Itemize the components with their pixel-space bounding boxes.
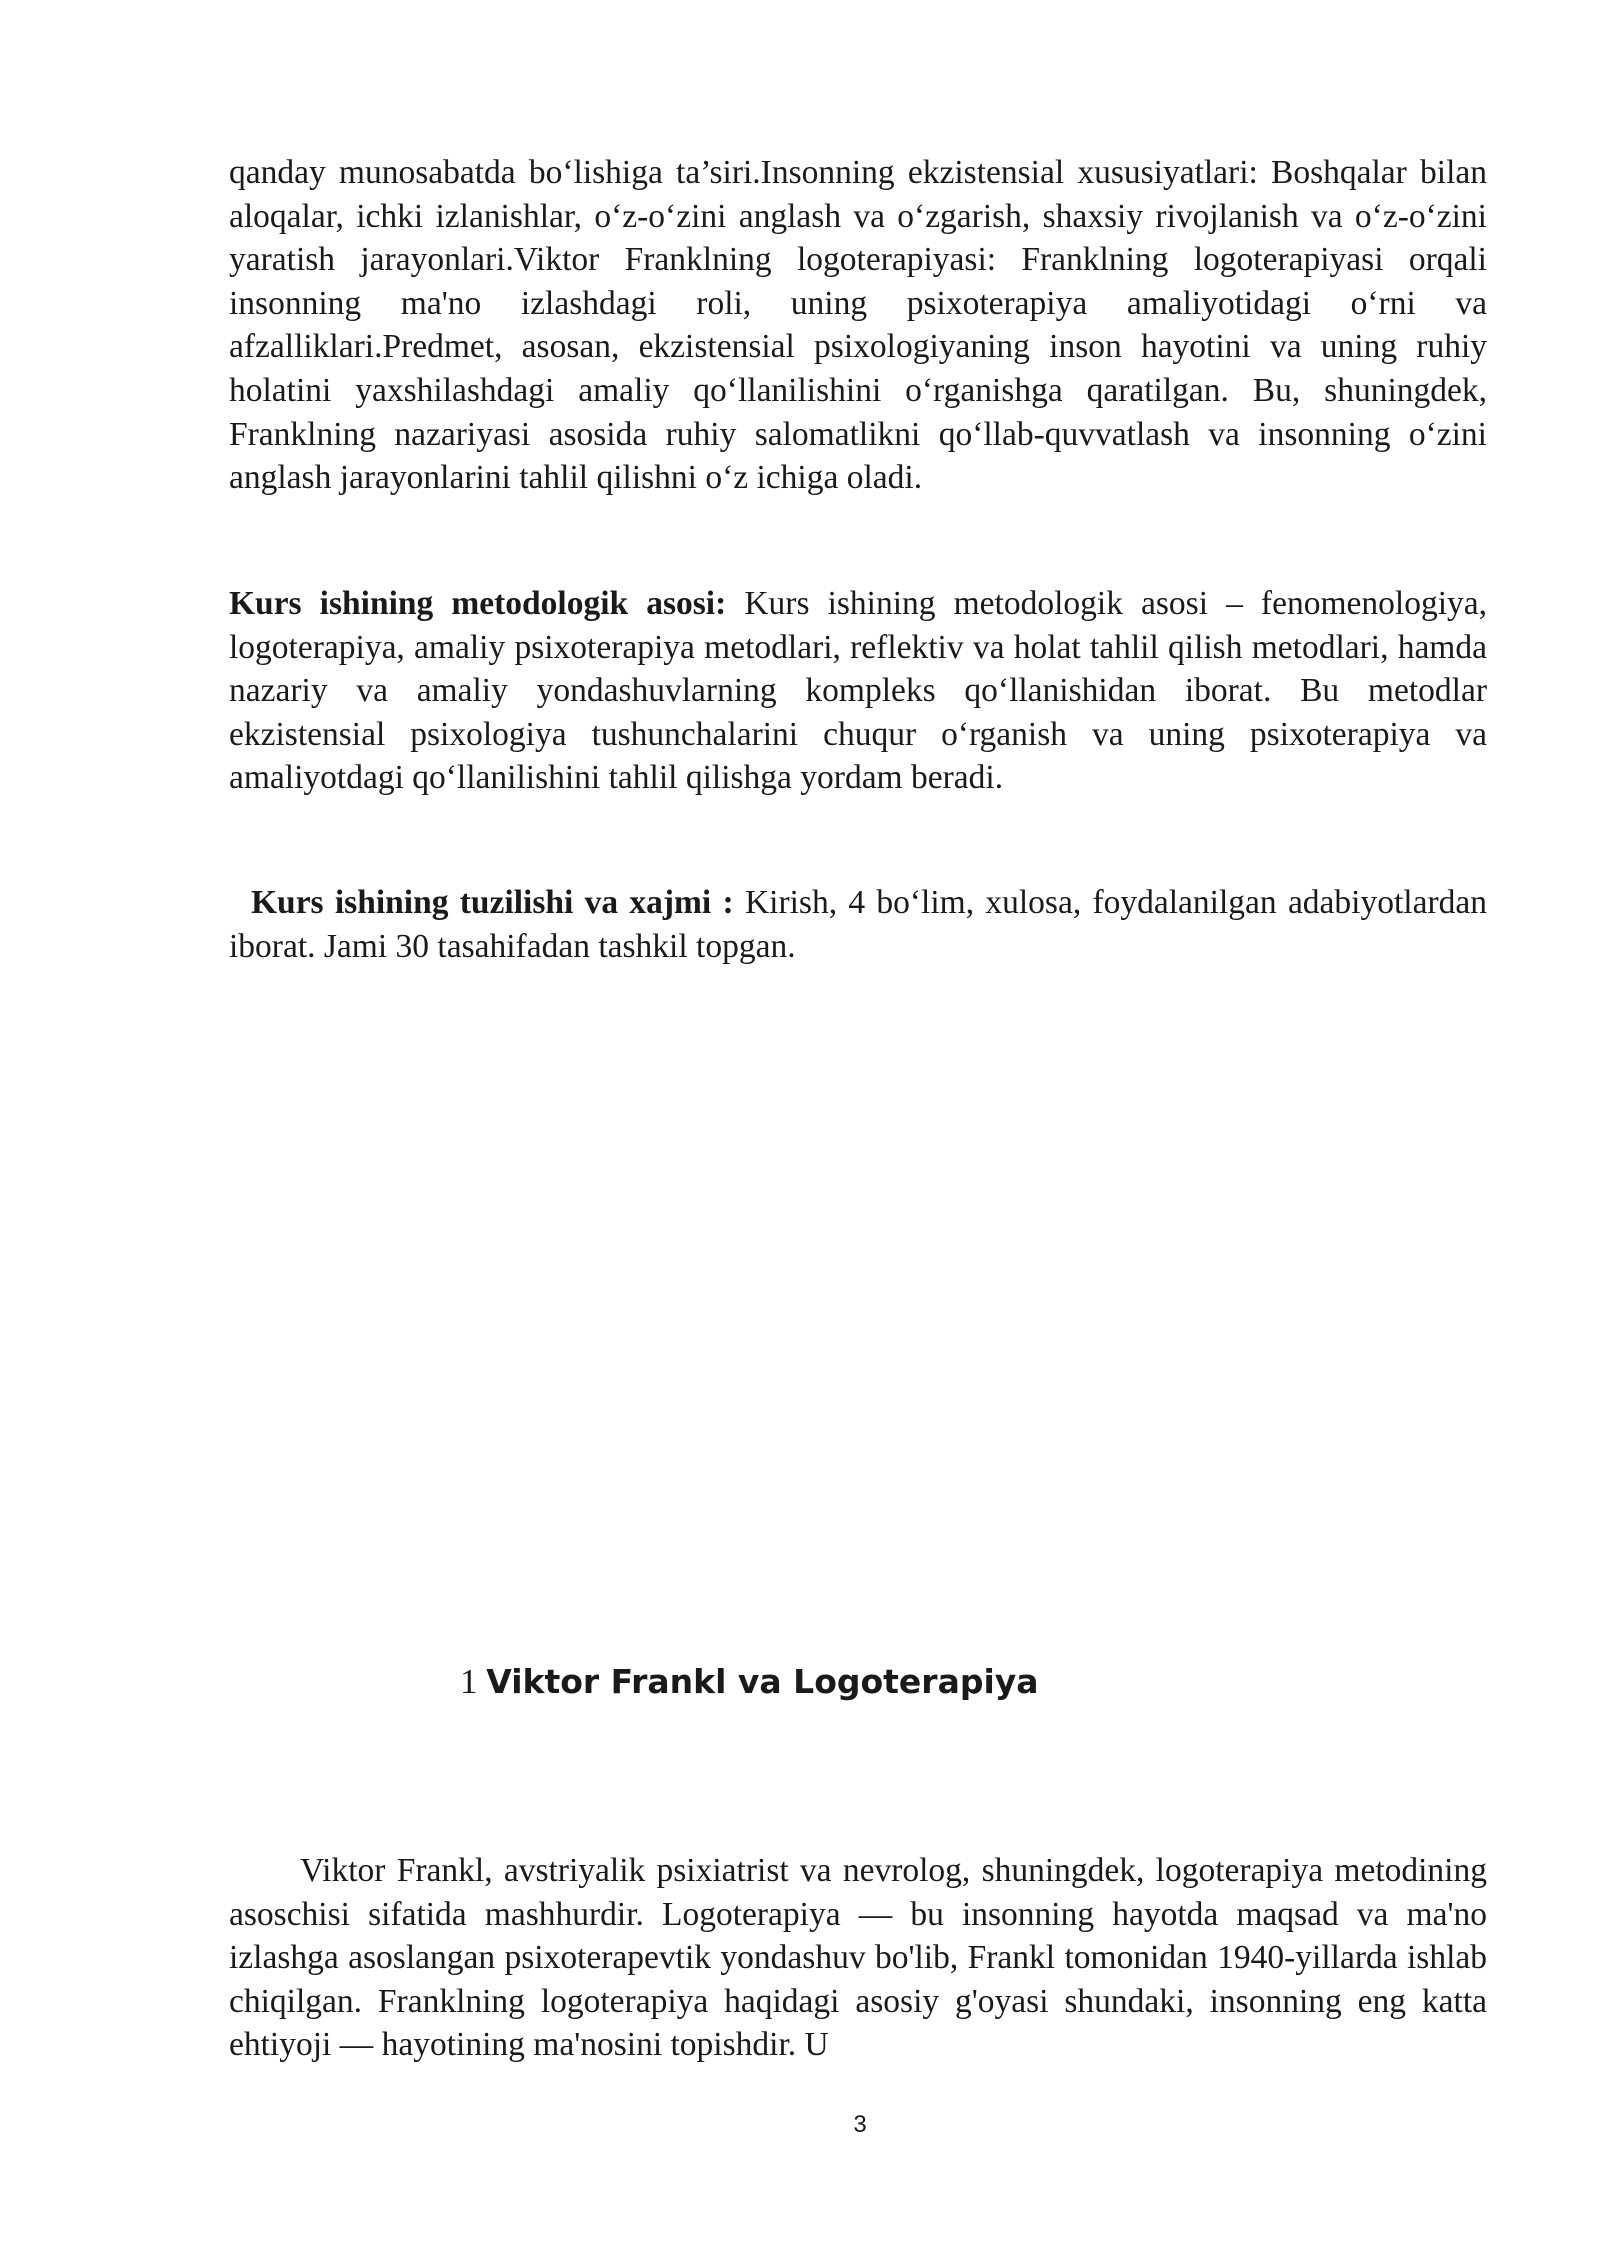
structure-paragraph <box>229 881 1487 968</box>
section-title: Viktor Frankl va Logoterapiya <box>486 1662 1039 1701</box>
body-paragraph-structure <box>229 881 1487 968</box>
section-number: 1 <box>460 1662 478 1701</box>
section-heading <box>460 1658 1039 1706</box>
paragraph-text: qanday munosabatda bo‘lishiga ta’siri.Insonning ekzistensial xususiyatlari: Boshqalar bilan aloqalar, ichki izlanishlar, o‘z-o‘zini anglash va o‘zgarish, shaxsiy rivojlanish va o‘z-o‘zini yaratish jarayonlari.Viktor Franklning logoterapiyasi: Franklning logoterapiyasi orqali insonning ma'no izlashdagi roli, uning psixoterapiya amaliyotidagi o‘rni va afzalliklari.Predmet, asosan, ekzistensial psixologiyaning inson hayotini va uning ruhiy holatini yaxshilashdagi amaliy qo‘llanilishini o‘rganishga qaratilgan. Bu, shuningdek, Franklning nazariyasi asosida ruhiy salomatlikni qo‘llab-quvvatlash va insonning o‘zini anglash jarayonlarini tahlil qilishni o‘z ichiga oladi. <box>229 154 1487 497</box>
methodology-text: Kurs ishining metodologik asosi – fenomenologiya, logoterapiya, amaliy psixoterapiya metodlari, reflektiv va holat tahlil qilish metodlari, hamda nazariy va amaliy yondashuvlarning kompleks qo‘llanishidan iborat. Bu metodlar ekzistensial psixologiya tushunchalarini chuqur o‘rganish va uning psixoterapiya va amaliyotdagi qo‘llanilishini tahlil qilishga yordam beradi. <box>229 585 1487 797</box>
methodology-paragraph <box>229 582 1487 800</box>
body-paragraph-frankl <box>229 1849 1487 2067</box>
structure-label: Kurs ishining tuzilishi va xajmi : <box>251 884 734 921</box>
paragraph-indent <box>229 1852 300 1889</box>
methodology-label: Kurs ishining metodologik asosi: <box>229 585 727 622</box>
paragraph-text <box>229 1849 1487 2067</box>
frankl-text: Viktor Frankl, avstriyalik psixiatrist va nevrolog, shuningdek, logoterapiya metodining asoschisi sifatida mashhurdir. Logoterapiya — bu insonning hayotda maqsad va ma'no izlashga asoslangan psixoterapevtik yondashuv bo'lib, Frankl tomonidan 1940-yillarda ishlab chiqilgan. Franklning logoterapiya haqidagi asosiy g'oyasi shundaki, insonning eng katta ehtiyoji — hayotining ma'nosini topishdir. U <box>229 1852 1487 2064</box>
page-number: 3 <box>853 2111 867 2138</box>
body-paragraph-intro <box>229 151 1487 500</box>
body-paragraph-methodology <box>229 582 1487 800</box>
structure-text: Kirish, 4 bo‘lim, xulosa, foydalanilgan adabiyotlardan iborat. Jami 30 tasahifadan tashkil topgan. <box>229 884 1487 965</box>
